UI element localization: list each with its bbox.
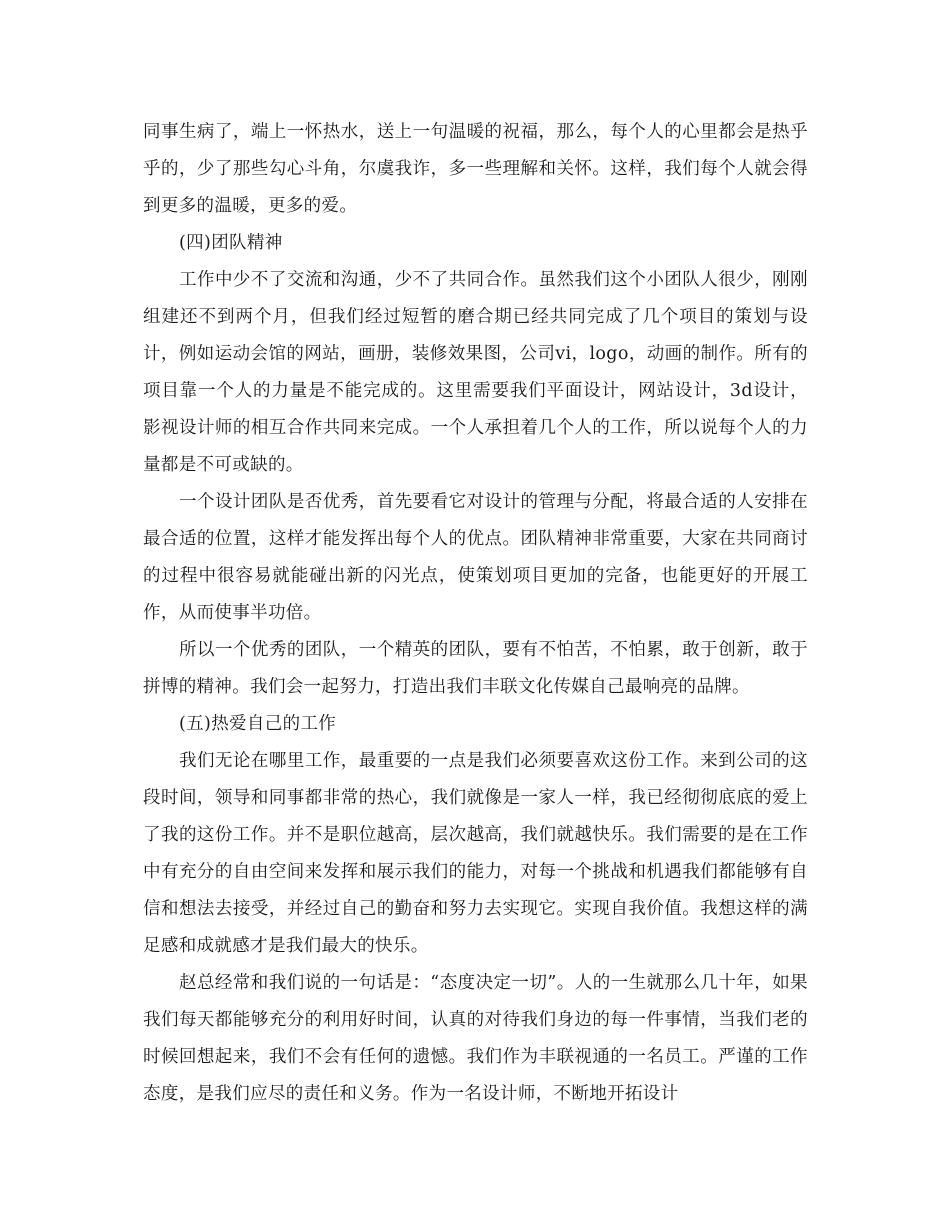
paragraph-design-team-management: 一个设计团队是否优秀，首先要看它对设计的管理与分配，将最合适的人安排在最合适的位置，这样才能发挥出每个人的优点。团队精神非常重要，大家在共同商讨的过程中很容易就能碰出新的闪光点，使策划项目更加的完备，也能更好的开展工作，从而使事半功倍。: [143, 492, 808, 623]
paragraph-attitude-everything: 赵总经常和我们说的一句话是：“态度决定一切”。人的一生就那么几十年，如果我们每天都能够充分的利用好时间，认真的对待我们身边的每一件事情，当我们老的时候回想起来，我们不会有任何的遗憾。我们作为丰联视通的一名员工。严谨的工作态度，是我们应尽的责任和义务。作为一名设计师，不断地开拓设计: [143, 973, 808, 1104]
document-body: [143, 114, 808, 1113]
paragraph-excellent-team: 所以一个优秀的团队，一个精英的团队，要有不怕苦，不怕累，敢于创新，敢于拼博的精神。我们会一起努力，打造出我们丰联文化传媒自己最响亮的品牌。: [143, 640, 808, 697]
section-heading-love-work: (五)热爱自己的工作: [179, 714, 337, 734]
paragraph-enjoy-work: 我们无论在哪里工作，最重要的一点是我们必须要喜欢这份工作。来到公司的这段时间，领导和同事都非常的热心，我们就像是一家人一样，我已经彻彻底底的爱上了我的这份工作。并不是职位越高，层次越高，我们就越快乐。我们需要的是在工作中有充分的自由空间来发挥和展示我们的能力，对每一个挑战和机遇我们都能够有自信和想法去接受，并经过自己的勤奋和努力去实现它。实现自我价值。我想这样的满足感和成就感才是我们最大的快乐。: [143, 751, 808, 956]
paragraph-communication-cooperation: 工作中少不了交流和沟通，少不了共同合作。虽然我们这个小团队人很少，刚刚组建还不到两个月，但我们经过短暂的磨合期已经共同完成了几个项目的策划与设计，例如运动会馆的网站，画册，装修效果图，公司vi，logo，动画的制作。所有的项目靠一个人的力量是不能完成的。这里需要我们平面设计，网站设计，3d设计，影视设计师的相互合作共同来完成。一个人承担着几个人的工作，所以说每个人的力量都是不可或缺的。: [143, 270, 808, 475]
section-heading-team-spirit: (四)团队精神: [179, 233, 283, 253]
paragraph-sick-colleague: 同事生病了，端上一怀热水，送上一句温暖的祝福，那么，每个人的心里都会是热乎乎的，少了那些勾心斗角，尔虞我诈，多一些理解和关怀。这样，我们每个人就会得到更多的温暖，更多的爱。: [143, 122, 808, 216]
